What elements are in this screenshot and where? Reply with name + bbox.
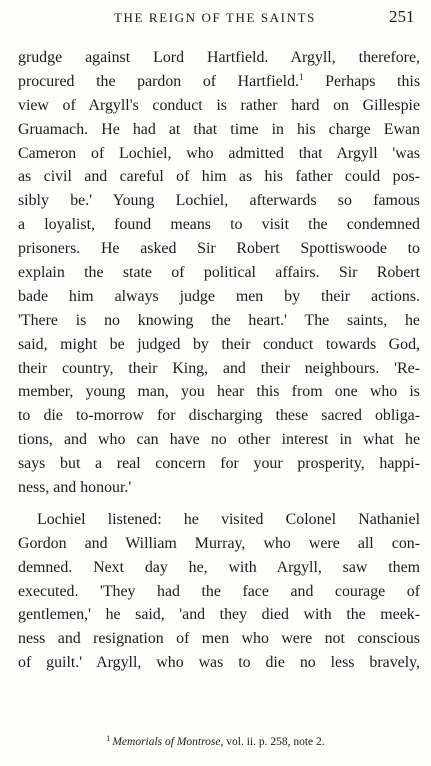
running-title: THE REIGN OF THE SAINTS: [114, 10, 316, 25]
text-line: prisoners. He asked Sir Robert Spottiswoode to: [18, 240, 420, 258]
paragraph-2: [18, 508, 420, 675]
footnote: [0, 734, 431, 748]
text-line: 'There is no knowing the heart.' The saints, he: [18, 311, 420, 329]
text-line: said, might be judged by their conduct towards God,: [18, 335, 420, 353]
footnote-citation: , vol. ii. p. 258, note 2.: [220, 736, 325, 748]
paragraph-gap: [18, 500, 420, 508]
text-line: demned. Next day he, with Argyll, saw them: [18, 558, 420, 576]
text-line-with-footnote-ref: [18, 70, 420, 94]
paragraph-1: [18, 46, 420, 500]
body-text: [18, 46, 420, 675]
text-line: ness, and honour.': [18, 479, 132, 497]
text-line: their country, their King, and their neighbours. 'Re-: [18, 359, 420, 377]
footnote-reference: 1: [299, 71, 304, 82]
running-head: [0, 6, 431, 30]
page-number: 251: [389, 7, 415, 26]
text-line: gentlemen,' he said, 'and they died with the meek-: [18, 606, 420, 624]
text-segment: Perhaps this: [303, 72, 421, 90]
text-line: Gordon and William Murray, who were all con-: [18, 534, 420, 552]
text-line: Cameron of Lochiel, who admitted that Argyll 'was: [18, 144, 420, 162]
text-line: member, young man, you hear this from one who is: [18, 383, 420, 401]
text-line: ness and resignation of men who were not conscious: [18, 630, 420, 648]
text-segment: procured the pardon of Hartfield.: [18, 72, 300, 90]
text-line: executed. 'They had the face and courage of: [18, 582, 420, 600]
text-line: bade him always judge men by their actions.: [18, 287, 420, 305]
text-line: to die to-morrow for discharging these sacred obliga-: [18, 407, 420, 425]
text-line: view of Argyll's conduct is rather hard on Gillespie: [18, 96, 420, 114]
text-line: says but a real concern for your prosperity, happi-: [18, 455, 420, 473]
text-line: sibly be.' Young Lochiel, afterwards so famous: [18, 192, 420, 210]
text-line: explain the state of political affairs. Sir Robert: [18, 264, 420, 282]
footnote-source-title: Memorials of Montrose: [112, 736, 221, 748]
text-line: tions, and who can have no other interest in what he: [18, 431, 420, 449]
text-line: Gruamach. He had at that time in his charge Ewan: [18, 120, 420, 138]
text-line: a loyalist, found means to visit the condemned: [18, 216, 420, 234]
text-line: of guilt.' Argyll, who was to die no less bravely,: [18, 654, 420, 672]
footnote-mark: 1: [106, 734, 111, 743]
text-line: as civil and careful of him as his father could pos-: [18, 168, 420, 186]
text-line: grudge against Lord Hartfield. Argyll, therefore,: [18, 49, 420, 66]
text-line: Lochiel listened: he visited Colonel Nathaniel: [37, 510, 420, 528]
